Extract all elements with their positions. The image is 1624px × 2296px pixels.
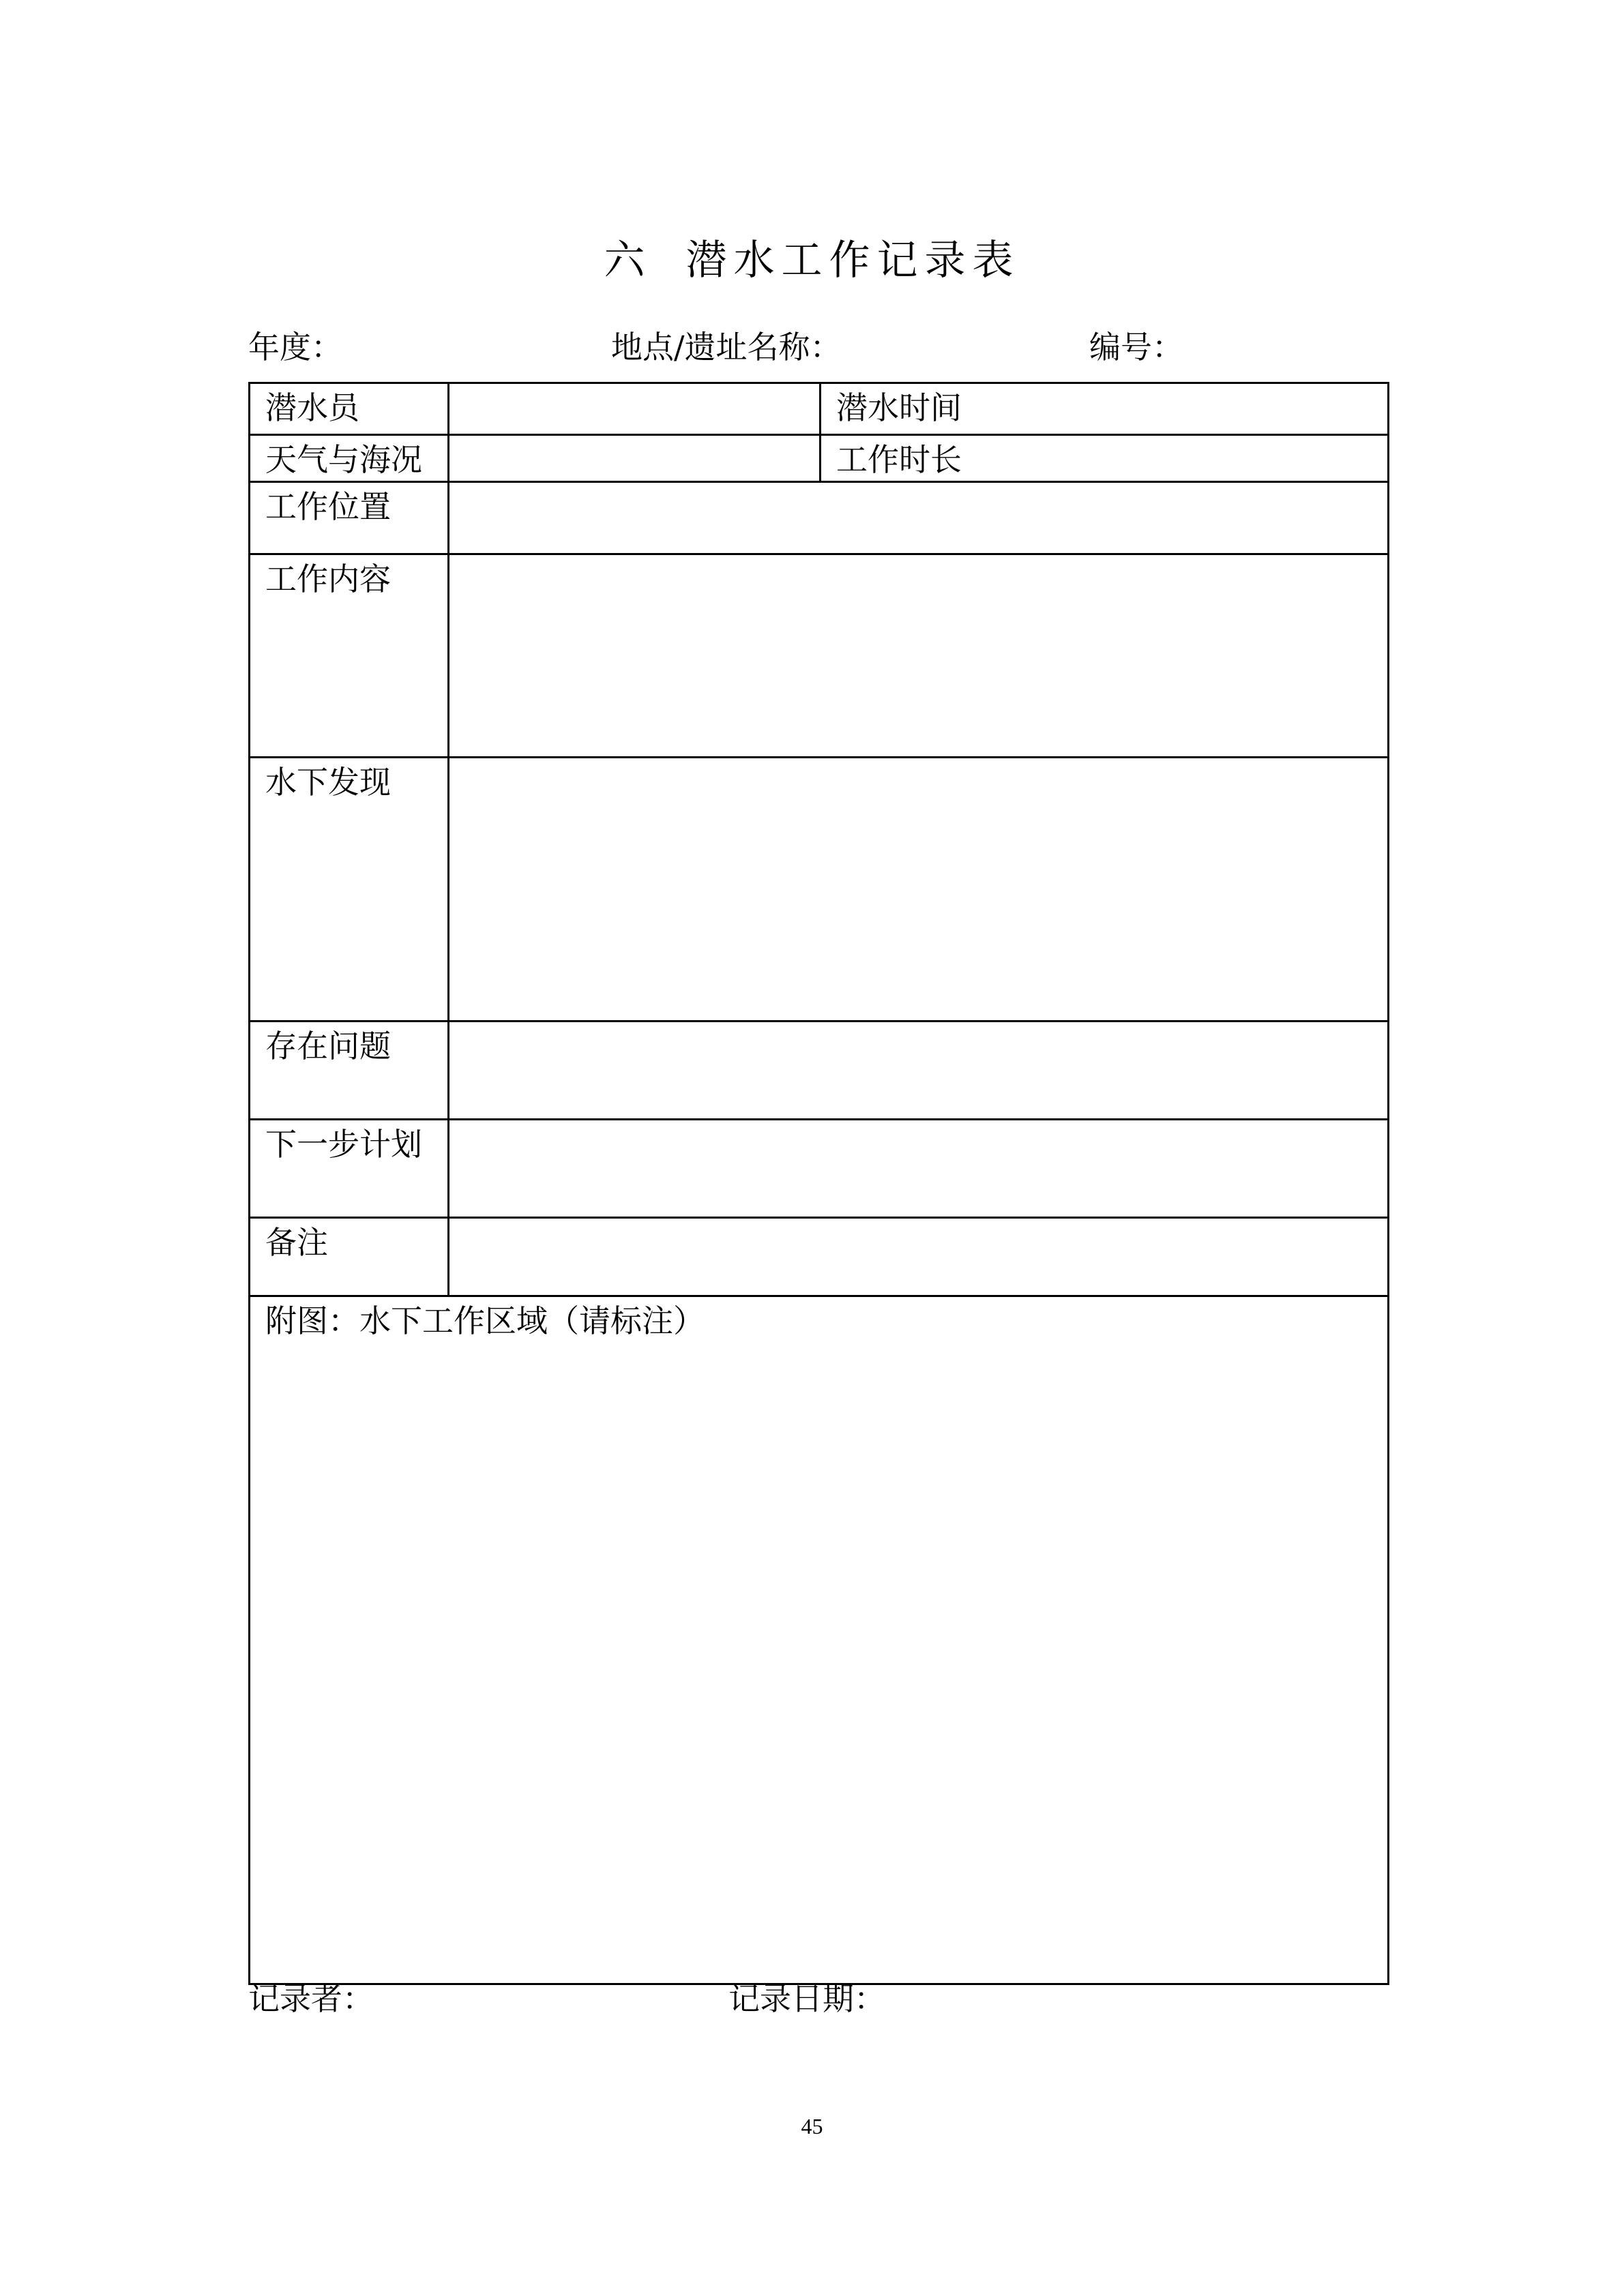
row-weather: [250, 435, 1389, 482]
title-text: 潜水工作记录表: [685, 237, 1020, 284]
section-number: 六: [604, 237, 652, 284]
work-position-label: 工作位置: [250, 482, 449, 554]
weather-field[interactable]: [449, 435, 821, 482]
remarks-field[interactable]: [449, 1218, 1389, 1296]
dive-time-label[interactable]: 潜水时间: [821, 383, 1389, 435]
work-duration-label[interactable]: 工作时长: [821, 435, 1389, 482]
weather-label: 天气与海况: [250, 435, 449, 482]
recorder-label: 记录者：: [248, 1980, 374, 2017]
underwater-findings-field[interactable]: [449, 758, 1389, 1022]
dive-record-table: [248, 382, 1389, 1985]
year-label: 年度：: [248, 329, 342, 366]
page-number: 45: [801, 2114, 823, 2138]
issues-field[interactable]: [449, 1022, 1389, 1120]
work-content-label: 工作内容: [250, 554, 449, 758]
row-remarks: [250, 1218, 1389, 1296]
next-plan-label: 下一步计划: [250, 1120, 449, 1218]
next-plan-field[interactable]: [449, 1120, 1389, 1218]
row-work-position: [250, 482, 1389, 554]
figure-area[interactable]: 附图：水下工作区域（请标注）: [250, 1296, 1389, 1984]
diver-label: 潜水员: [250, 383, 449, 435]
site-name-label: 地点/遗址名称：: [611, 329, 842, 366]
work-content-field[interactable]: [449, 554, 1389, 758]
row-figure: [250, 1296, 1389, 1984]
diver-field[interactable]: [449, 383, 821, 435]
row-diver: [250, 383, 1389, 435]
remarks-label: 备注: [250, 1218, 449, 1296]
page-title: [0, 233, 1624, 288]
row-issues: [250, 1022, 1389, 1120]
row-work-content: [250, 554, 1389, 758]
code-label: 编号：: [1089, 329, 1183, 366]
record-date-label: 记录日期：: [728, 1980, 885, 2017]
issues-label: 存在问题: [250, 1022, 449, 1120]
work-position-field[interactable]: [449, 482, 1389, 554]
underwater-findings-label: 水下发现: [250, 758, 449, 1022]
row-underwater-findings: [250, 758, 1389, 1022]
row-next-plan: [250, 1120, 1389, 1218]
